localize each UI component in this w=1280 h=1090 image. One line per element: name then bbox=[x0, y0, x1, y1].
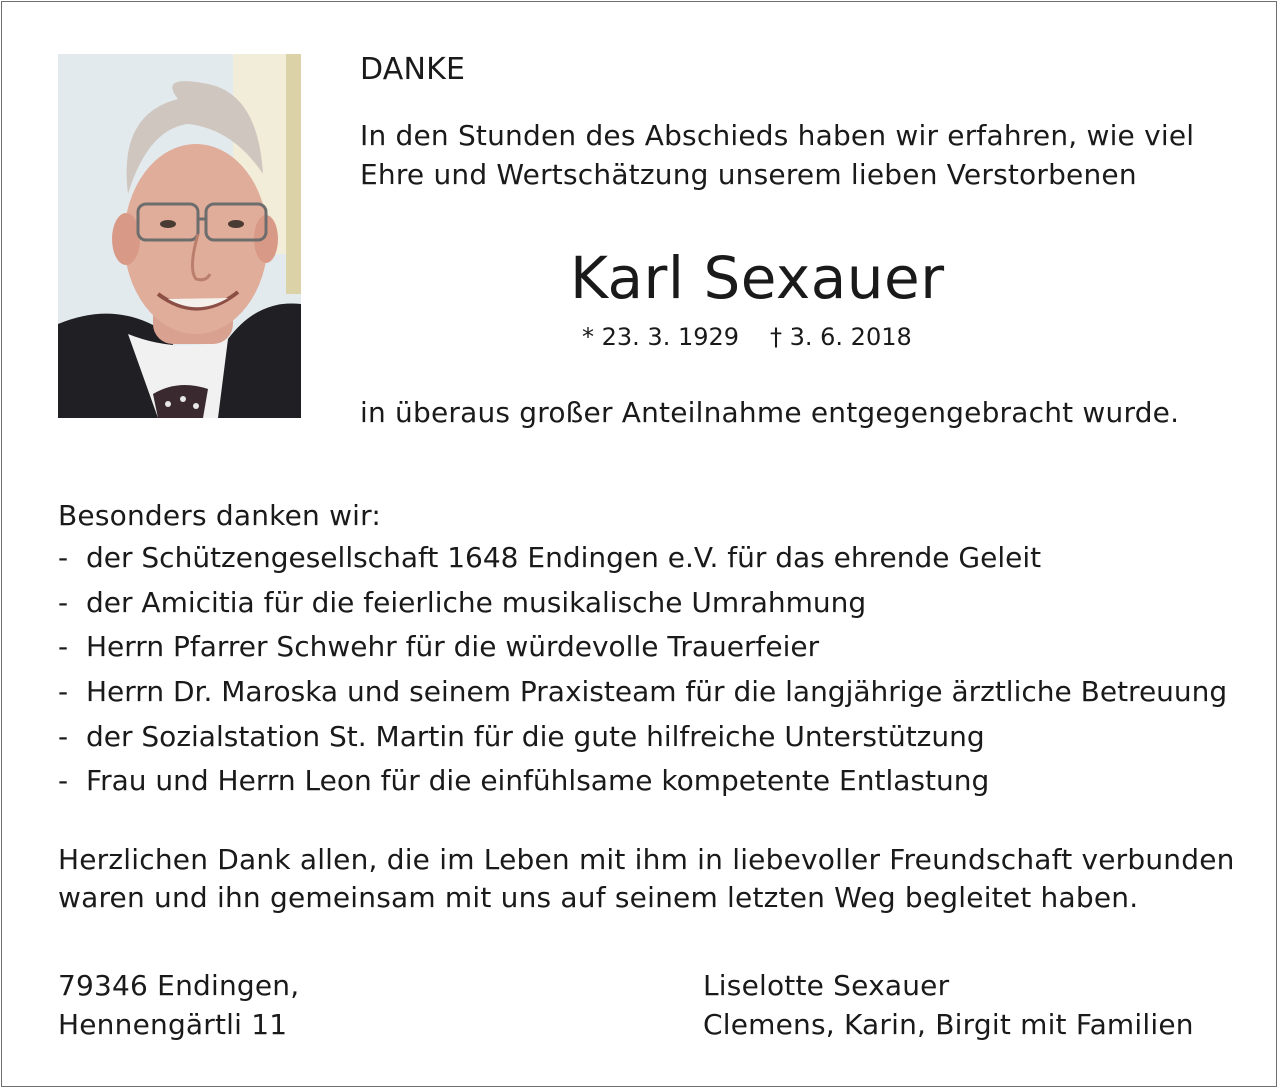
list-item bbox=[58, 540, 1238, 585]
death-date: † 3. 6. 2018 bbox=[770, 323, 912, 351]
list-bullet: - bbox=[58, 764, 69, 798]
list-item-text: der Amicitia für die feierliche musikalische Umrahmung bbox=[86, 585, 867, 619]
list-item-text: der Sozialstation St. Martin für die gute hilfreiche Unterstützung bbox=[86, 719, 985, 753]
list-item-text: Herrn Dr. Maroska und seinem Praxisteam für die langjährige ärztliche Betreuung bbox=[86, 675, 1228, 709]
portrait-photo bbox=[58, 54, 301, 418]
list-item-text: Herrn Pfarrer Schwehr für die würdevolle Trauerfeier bbox=[86, 630, 820, 664]
portrait-illustration bbox=[58, 54, 301, 418]
intro-end-line: in überaus großer Anteilnahme entgegengebracht wurde. bbox=[360, 396, 1180, 429]
list-item-text: der Schützengesellschaft 1648 Endingen e.V. für das ehrende Geleit bbox=[86, 541, 1042, 574]
list-bullet: - bbox=[58, 630, 69, 664]
signature-line-1: Liselotte Sexauer bbox=[703, 969, 950, 1002]
list-item bbox=[58, 763, 1238, 808]
list-bullet: - bbox=[58, 585, 69, 619]
list-bullet: - bbox=[58, 719, 69, 753]
deceased-name: Karl Sexauer bbox=[570, 244, 945, 312]
list-item bbox=[58, 674, 1238, 719]
thanks-heading: Besonders danken wir: bbox=[58, 499, 382, 532]
intro-line-2: Ehre und Wertschätzung unserem lieben Verstorbenen bbox=[360, 158, 1137, 191]
list-bullet: - bbox=[58, 675, 69, 709]
thanks-list bbox=[58, 540, 1238, 808]
signature-line-2: Clemens, Karin, Birgit mit Familien bbox=[703, 1008, 1194, 1041]
address-line-2: Hennengärtli 11 bbox=[58, 1008, 288, 1041]
list-bullet: - bbox=[58, 541, 69, 574]
list-item bbox=[58, 585, 1238, 630]
heading-danke: DANKE bbox=[360, 52, 466, 87]
intro-line-1: In den Stunden des Abschieds haben wir erfahren, wie viel bbox=[360, 119, 1195, 152]
list-item-text: Frau und Herrn Leon für die einfühlsame kompetente Entlastung bbox=[86, 764, 990, 798]
birth-date: * 23. 3. 1929 bbox=[582, 323, 740, 351]
list-item bbox=[58, 719, 1238, 764]
closing-line-1: Herzlichen Dank allen, die im Leben mit ihm in liebevoller Freundschaft verbunden bbox=[58, 843, 1235, 876]
address-line-1: 79346 Endingen, bbox=[58, 969, 300, 1002]
closing-line-2: waren und ihn gemeinsam mit uns auf seinem letzten Weg begleitet haben. bbox=[58, 881, 1139, 914]
list-item bbox=[58, 629, 1238, 674]
